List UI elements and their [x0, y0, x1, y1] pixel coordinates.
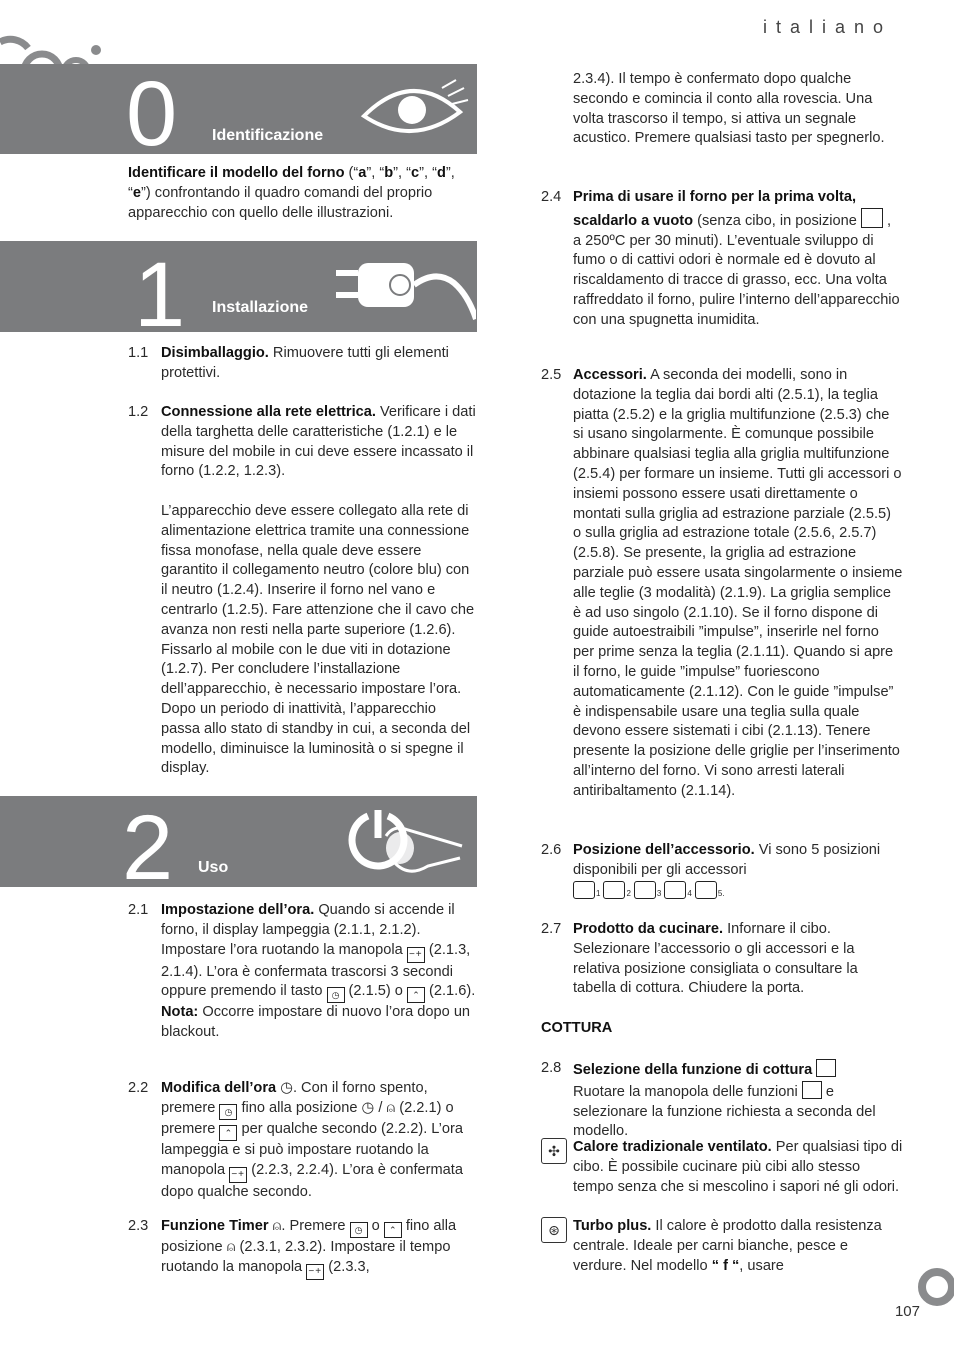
section-1-header — [0, 241, 477, 332]
clock-button-icon: ◷ — [327, 987, 345, 1003]
section-number: 2 — [122, 797, 174, 887]
shelf-position-2-icon — [603, 881, 625, 899]
shelf-position-3-icon — [634, 881, 656, 899]
function-dial-icon — [802, 1081, 822, 1099]
clock-button-icon: ◷ — [350, 1222, 368, 1238]
oven-function-icon — [861, 208, 883, 228]
up-button-icon: ⌃ — [407, 987, 425, 1003]
up-button-icon: ⌃ — [384, 1222, 402, 1238]
fan-heat-icon: ✣ — [541, 1138, 567, 1164]
cottura-heading: COTTURA — [541, 1020, 613, 1036]
dial-icon: −+ — [229, 1167, 247, 1183]
section-0-intro: Identificare il modello del forno (“a”, “b”, “c”, “d”, “e”) confrontando il quadro comandi del proprio apparecchio con quello delle illustrazioni. — [128, 165, 455, 221]
turbo-fan-icon: ⊛ — [541, 1217, 567, 1243]
function-dial-icon — [816, 1059, 836, 1077]
dial-icon: −+ — [306, 1264, 324, 1280]
section-2-header — [0, 796, 477, 887]
dial-icon: −+ — [407, 947, 425, 963]
finger-power-icon — [342, 806, 472, 882]
shelf-position-1-icon — [573, 881, 595, 899]
page-number: 107 — [894, 1303, 920, 1320]
up-button-icon: ⌃ — [219, 1125, 237, 1141]
section-title: Installazione — [212, 299, 309, 316]
clock-bell-icon: ◷ / ⍝ — [361, 1099, 396, 1116]
clock-button-icon: ◷ — [219, 1104, 237, 1120]
section-title: Identificazione — [212, 127, 324, 144]
section-number: 0 — [126, 64, 178, 154]
plug-icon — [336, 255, 476, 325]
clock-icon: ◷ — [280, 1080, 293, 1096]
eye-icon — [360, 74, 470, 146]
shelf-position-5-icon — [695, 881, 717, 899]
bell-icon: ⍝ — [272, 1218, 282, 1234]
item-2-3-continued: 2.3.4). Il tempo è confermato dopo qualche secondo e comincia il conto alla rovescia. Una volta trascorso il tempo, si attiva un segnale acustico. Premere qualsiasi tasto per spegnerlo. — [573, 71, 885, 147]
language-label: italiano — [762, 17, 892, 37]
bell-icon: ⍝ — [226, 1239, 236, 1255]
section-0-header — [0, 64, 477, 154]
shelf-position-4-icon — [664, 881, 686, 899]
section-title: Uso — [198, 859, 229, 876]
decorative-ring — [918, 1268, 954, 1306]
section-number: 1 — [134, 244, 186, 332]
